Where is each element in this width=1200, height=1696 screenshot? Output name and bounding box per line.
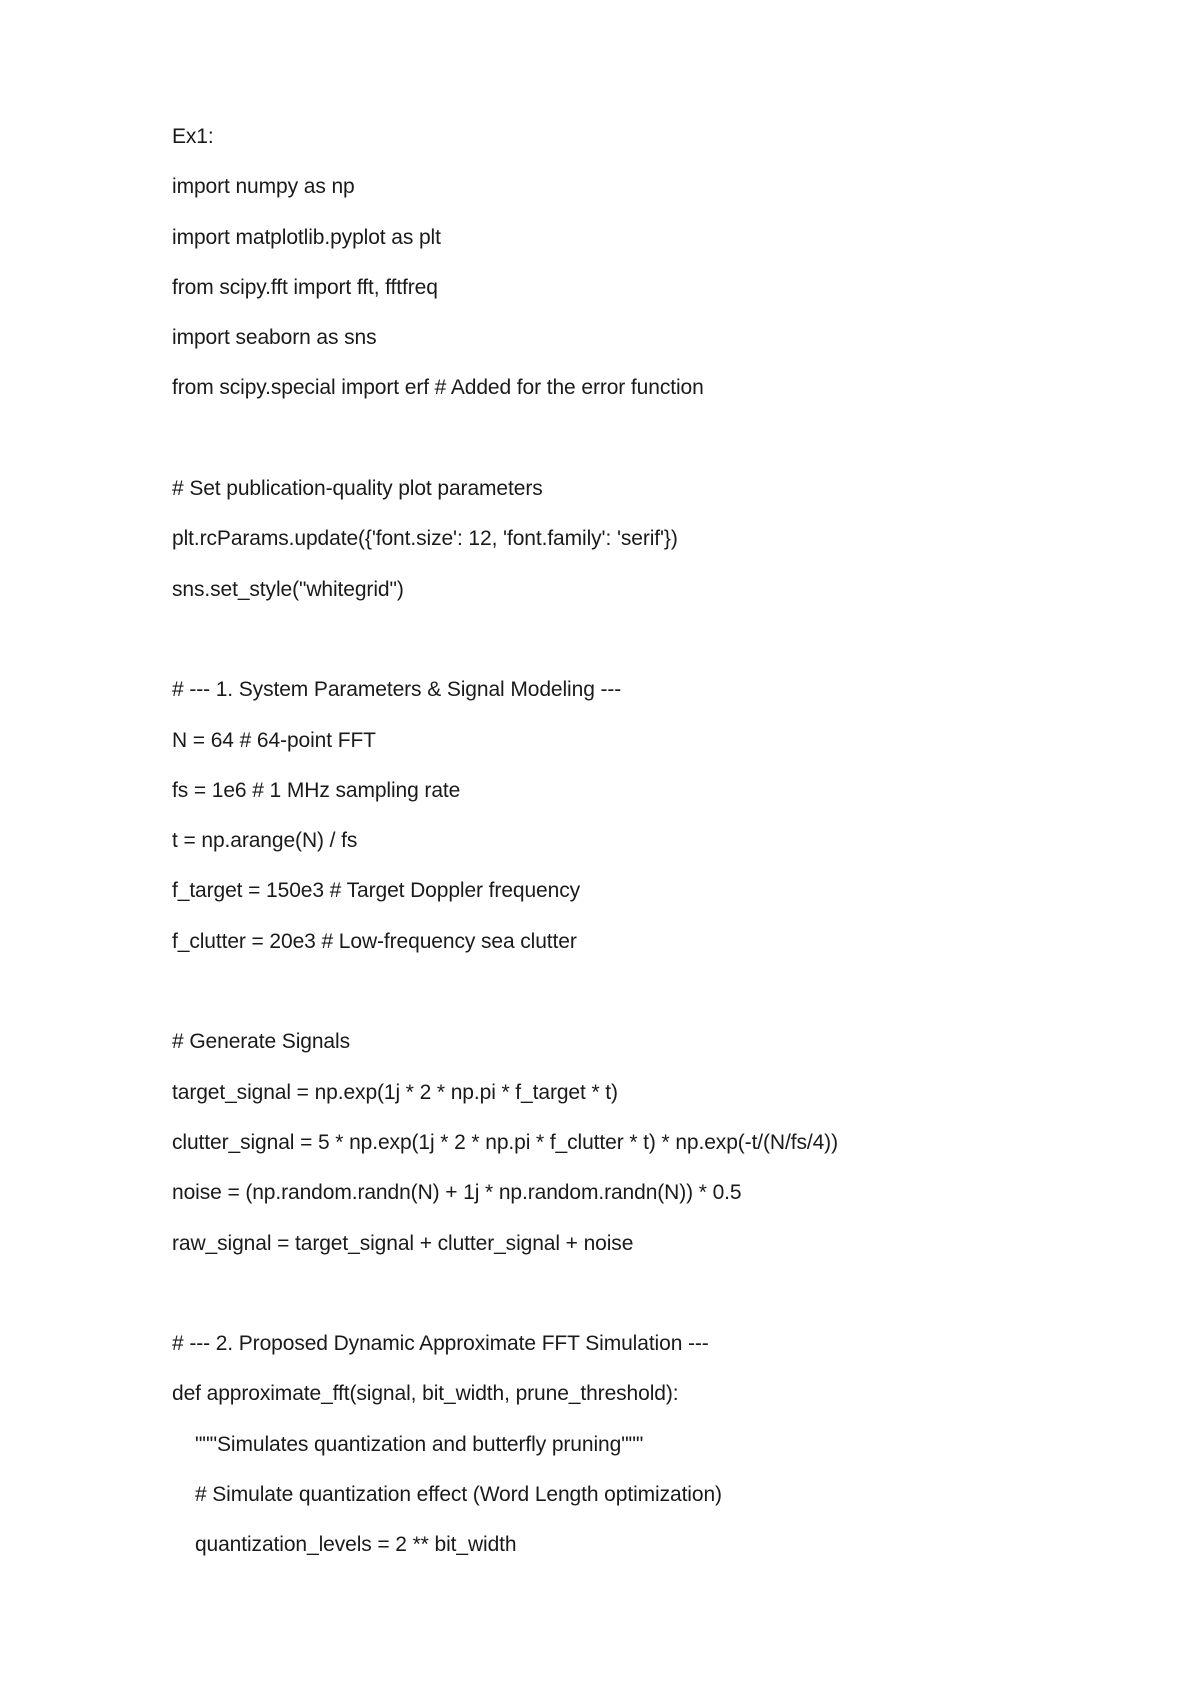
code-line-docstring: """Simulates quantization and butterfly pruning""" xyxy=(172,1432,644,1456)
code-line-fs: fs = 1e6 # 1 MHz sampling rate xyxy=(172,778,461,802)
code-line-import-seaborn: import seaborn as sns xyxy=(172,326,377,350)
code-line-t: t = np.arange(N) / fs xyxy=(172,829,358,853)
code-line-target-signal: target_signal = np.exp(1j * 2 * np.pi * f_target * t) xyxy=(172,1080,618,1104)
code-line-raw-signal: raw_signal = target_signal + clutter_signal + noise xyxy=(172,1231,634,1255)
code-line-f-clutter: f_clutter = 20e3 # Low-frequency sea clutter xyxy=(172,929,577,953)
code-comment-section-1: # --- 1. System Parameters & Signal Modeling --- xyxy=(172,678,622,702)
code-line-set-style: sns.set_style("whitegrid") xyxy=(172,577,404,601)
code-line-def-approximate-fft: def approximate_fft(signal, bit_width, prune_threshold): xyxy=(172,1382,679,1406)
code-comment-plot-params: # Set publication-quality plot parameters xyxy=(172,477,543,501)
code-line-rcparams: plt.rcParams.update({'font.size': 12, 'font.family': 'serif'}) xyxy=(172,527,678,551)
blank-line xyxy=(172,615,1112,665)
blank-line xyxy=(172,414,1112,464)
code-line-n: N = 64 # 64-point FFT xyxy=(172,728,376,752)
code-line-quantization-levels: quantization_levels = 2 ** bit_width xyxy=(172,1533,517,1557)
blank-line xyxy=(172,967,1112,1017)
code-line-noise: noise = (np.random.randn(N) + 1j * np.random.randn(N)) * 0.5 xyxy=(172,1181,742,1205)
document-body xyxy=(172,112,1112,1571)
code-line-import-matplotlib: import matplotlib.pyplot as plt xyxy=(172,225,441,249)
code-line-import-erf: from scipy.special import erf # Added for the error function xyxy=(172,376,704,400)
code-comment-section-2: # --- 2. Proposed Dynamic Approximate FFT Simulation --- xyxy=(172,1332,709,1356)
code-comment-quantization: # Simulate quantization effect (Word Length optimization) xyxy=(172,1483,722,1507)
code-comment-generate-signals: # Generate Signals xyxy=(172,1030,350,1054)
code-line-import-fft: from scipy.fft import fft, fftfreq xyxy=(172,275,438,299)
code-line-clutter-signal: clutter_signal = 5 * np.exp(1j * 2 * np.pi * f_clutter * t) * np.exp(-t/(N/fs/4)) xyxy=(172,1130,838,1154)
blank-line xyxy=(172,1269,1112,1319)
text-line-ex1-heading: Ex1: xyxy=(172,125,214,148)
code-line-f-target: f_target = 150e3 # Target Doppler frequency xyxy=(172,879,581,903)
code-line-import-numpy: import numpy as np xyxy=(172,175,355,199)
